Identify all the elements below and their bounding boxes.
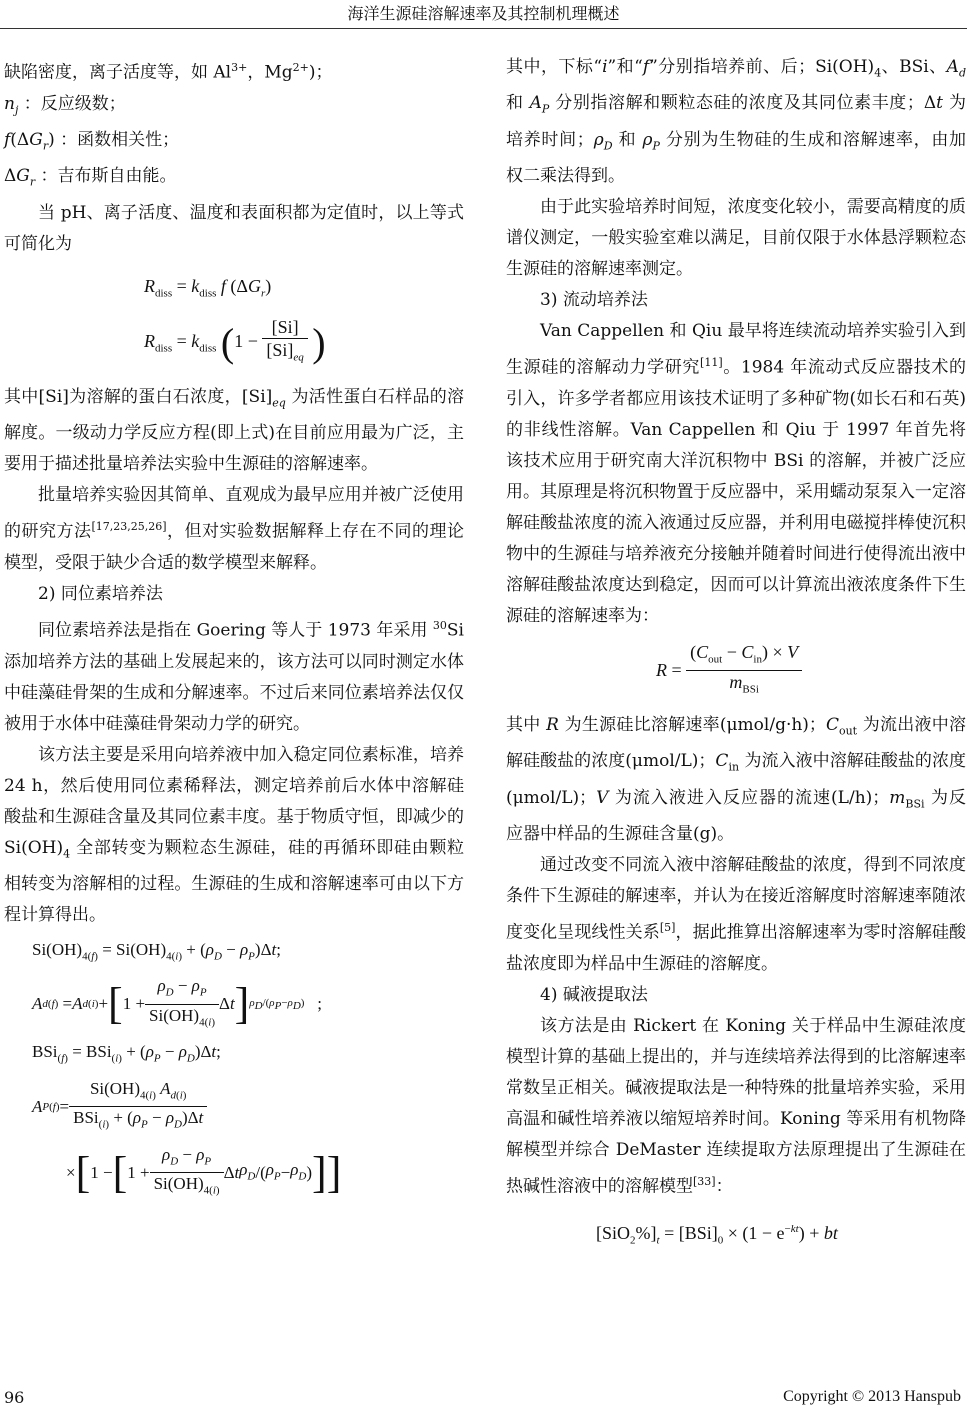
para-simplify: 当 pH、离子活度、温度和表面积都为定值时，以上等式可简化为 — [4, 202, 464, 254]
para-isotope-method: 该方法主要是采用向培养液中加入稳定同位素标准，培养 24 h，然后使用同位素稀释法，测定培养前后水体中溶解硅酸盐和生源硅含量及其同位素丰度。基于物质守恒，即减少的 $Si(OH)_4$ 全部转变为颗粒态生源硅，硅的再循环即硅由颗粒相转变为溶解相的过程。生源硅的生成和溶解速率可由以下方程计算得出。 — [4, 744, 464, 925]
def-nj: $n_j$ ：反应级数； — [4, 93, 126, 117]
para-defects: 缺陷密度，离子活度等，如 $Al^{3+}$，$Mg^{2+}$)； — [4, 61, 333, 83]
page-number: 96 — [4, 1388, 25, 1407]
running-header: 海洋生源硅溶解速率及其控制机理概述 — [347, 4, 620, 23]
def-f: $f(\Delta G_r)$ ：函数相关性； — [4, 130, 180, 153]
header-rule — [0, 28, 967, 29]
para-limits: 由于此实验培养时间短，浓度变化较小，需要高精度的质谱仪测定，一般实验室难以满足，目前仅限于水体悬浮颗粒态生源硅的溶解速率测定。 — [506, 197, 966, 280]
equation-rate: $R_{diss} = k_{diss}$ f $(\Delta G_r)$ $R_{diss} = k_{diss}$ (1 − $\frac{[Si]}{[Si]_{eq}}$ ) — [144, 275, 326, 365]
right-column — [506, 52, 966, 1256]
para-alkali: 该方法是由 Rickert 在 Koning 关于样品中生源硅浓度模型计算的基础上提出的，并与连续培养法得到的比溶解速率常数呈正相关。碱液提取法是一种特殊的批量培养实验，采用高温和碱性培养液以缩短培养时间。Koning 等采用有机物降解模型并综合 DeMaster 连续提取方法原理提出了生源硅在热碱性溶液中的溶解模型[33]： — [506, 1015, 966, 1197]
para-flow-defs: 其中 R 为生源硅比溶解速率(μmol/g·h)；$C_{out}$ 为流出液中溶解硅酸盐的浓度(μmol/L)；$C_{in}$ 为流入液中溶解硅酸盐的浓度(μmol/L)；V 为流入液进入反应器的流速(L/h)；$m_{BSi}$ 为反应器中样品的生源硅含量(g)。 — [506, 714, 967, 844]
para-si-def: 其中[Si]为溶解的蛋白石浓度，$[Si]_{eq}$ 为活性蛋白石样品的溶解度。一级动力学反应方程(即上式)在目前应用最为广泛，主要用于描述批量培养法实验中生源硅的溶解速率。 — [4, 386, 464, 475]
equation-isotope: $Si(OH)_{4(f)} = Si(OH)_{4(i)} + (\rho_D - \rho_P)\Delta t$; A d(f) = A d(i) + [ 1 + $\frac{\rho_D - \rho_P}{Si(OH)_{4(i)}}$ Δ t ] $\rho_D/(\rho_P-\rho_D)$ ; $BSi_{(f)} = BSi_{(i)} + (\rho_P - \rho_D)\Delta t$; A P(f) = $\frac{Si(OH)_{4(i)} A_{d(i)}}{BSi_{(i)} + (\rho_P - \rho_D)\Delta t}$ × [ 1 − [ 1 + $\frac{\rho_D - \rho_P}{Si(OH)_{4(i)}}$ Δ t $\rho_D$ /( $\rho_P$ − $\rho_D$ ) ]] — [32, 939, 342, 1197]
copyright: Copyright © 2013 Hanspub — [783, 1388, 961, 1405]
para-linear: 通过改变不同流入液中溶解硅酸盐的浓度，得到不同浓度条件下生源硅的解速率，并认为在接近溶解度时溶解速率随浓度变化呈现线性关系[5]，据此推算出溶解速率为零时溶解硅酸盐浓度即为样品中生源硅的溶解度。 — [506, 855, 967, 974]
equation-alkali: $[SiO_2\%]_t = [BSi]_0 \times (1 - e^{-kt})$ + bt — [596, 1223, 838, 1247]
para-isotope-intro: 同位素培养法是指在 Goering 等人于 1973 年采用 $^{30}$Si 添加培养方法的基础上发展起来的，该方法可以同时测定水体中硅藻硅骨架的生成和分解速率。不过后来同位素培养法仅仅被用于水体中硅藻硅骨架动力学的研究。 — [4, 618, 464, 734]
para-batch: 批量培养实验因其简单、直观成为最早应用并被广泛使用的研究方法[17,23,25,26]，但对实验数据解释上存在不同的理论模型，受限于缺少合适的数学模型来解释。 — [4, 485, 465, 573]
section-alkali: 4) 碱液提取法 — [540, 984, 648, 1005]
section-flow: 3) 流动培养法 — [540, 290, 648, 311]
section-isotope: 2) 同位素培养法 — [38, 583, 163, 604]
para-flow: Van Cappellen 和 Qiu 最早将连续流动培养实验引入到生源硅的溶解动力学研究[11]。1984 年流动式反应器技术的引入，许多学者都应用该技术证明了多种矿物(如长石和石英)的非线性溶解。Van Cappellen 和 Qiu 于 1997 年首先将该技术应用于研究南大洋沉积物中 BSi 的溶解，并被广泛应用。其原理是将沉积物置于反应器中，采用蠕动泵泵入一定溶解硅酸盐浓度的流入液通过反应器，并利用电磁搅拌棒使沉积物中的生源硅与培养液充分接触并随着时间进行使得流出液中溶解硅酸盐浓度达到稳定，因而可以计算流出液浓度条件下生源硅的溶解速率为： — [506, 321, 966, 626]
para-subscripts: 其中，下标“i”和“f”分别指培养前、后；$Si(OH)_4$、BSi、$A_d$ 和 $A_P$ 分别指溶解和颗粒态硅的浓度及其同位素丰度；Δt 为培养时间；$\rho_D$ 和 $\rho_P$ 分别为生物硅的生成和溶解速率，由加权二乘法得到。 — [506, 57, 967, 187]
left-column — [4, 52, 464, 1206]
equation-flow: R = $\frac{(C_{out} - C_{in}) \times V}{m_{BSi}}$ — [506, 632, 966, 710]
def-g: $\Delta G_r$ ：吉布斯自由能。 — [4, 166, 177, 189]
